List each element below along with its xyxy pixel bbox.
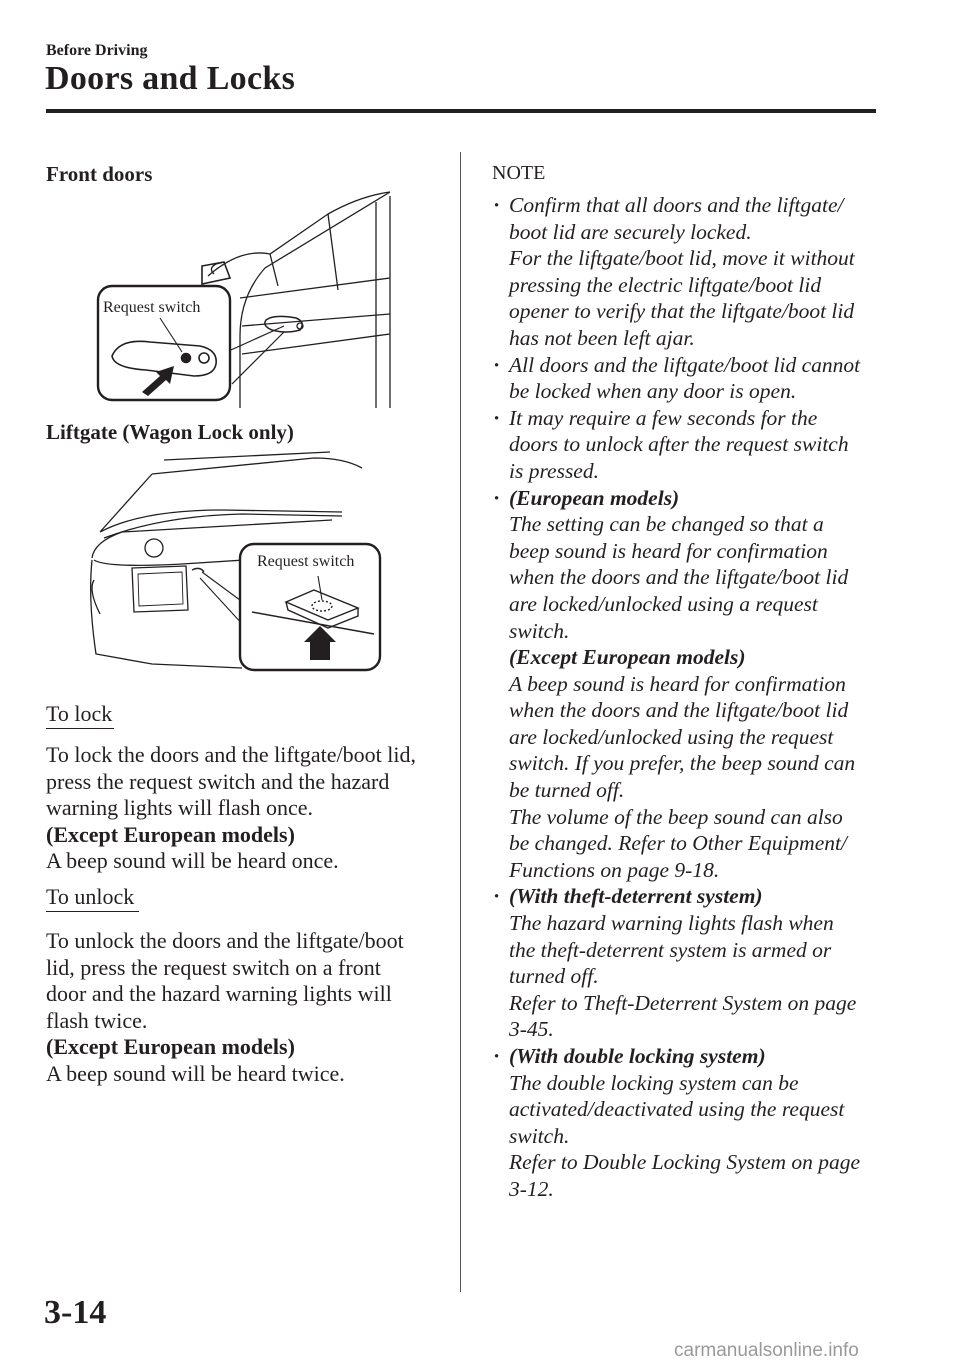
note-line: opener to verify that the liftgate/boot lid xyxy=(509,299,855,324)
liftgate-title: Liftgate (Wagon Lock only) xyxy=(46,420,294,444)
note-item xyxy=(492,883,892,1043)
text-line: warning lights will flash once. xyxy=(46,795,314,821)
liftgate-callout: Request switch xyxy=(257,553,355,570)
note-line: The hazard warning lights flash when xyxy=(509,911,834,936)
bullet-icon: · xyxy=(493,352,501,377)
bullet-icon: · xyxy=(493,1044,501,1068)
model-qualifier: (Except European models) xyxy=(46,821,295,847)
note-item xyxy=(492,192,892,352)
note-line: be locked when any door is open. xyxy=(509,379,797,404)
text-line: press the request switch and the hazard xyxy=(46,768,390,794)
note-line: It may require a few seconds for the xyxy=(509,405,818,430)
note-qualifier: (With theft-deterrent system) xyxy=(509,884,763,909)
header-rule xyxy=(46,109,876,113)
note-line: are locked/unlocked using the request xyxy=(509,724,834,749)
note-line: Refer to Theft-Deterrent System on page xyxy=(509,990,857,1015)
watermark: carmanualsonline.info xyxy=(674,1340,859,1361)
note-list xyxy=(492,192,892,1203)
text-line: door and the hazard warning lights will xyxy=(46,981,392,1007)
model-qualifier: (Except European models) xyxy=(46,1034,295,1060)
note-title: NOTE xyxy=(492,162,546,184)
note-item xyxy=(492,1043,892,1203)
note-item xyxy=(492,485,892,884)
note-line: switch. xyxy=(509,618,570,643)
note-line: turned off. xyxy=(509,964,599,989)
bullet-icon: · xyxy=(493,405,501,430)
note-line: are locked/unlocked using a request xyxy=(509,591,818,616)
section-label: Before Driving xyxy=(46,42,148,59)
note-line: be turned off. xyxy=(509,778,625,803)
to-lock-underline xyxy=(46,728,114,729)
text-line: A beep sound will be heard once. xyxy=(46,848,339,874)
bullet-icon: · xyxy=(493,193,501,217)
note-line: A beep sound is heard for confirmation xyxy=(509,671,846,696)
to-unlock-underline xyxy=(46,911,139,912)
note-line: The double locking system can be xyxy=(509,1070,799,1095)
to-unlock-paragraph xyxy=(46,928,446,1088)
to-lock-heading-text: To lock xyxy=(46,701,113,726)
liftgate-illustration xyxy=(82,450,392,676)
note-line: activated/deactivated using the request xyxy=(509,1097,845,1122)
note-line: Functions on page 9-18. xyxy=(509,857,720,882)
to-unlock-heading xyxy=(46,884,134,910)
note-line: the theft-deterrent system is armed or xyxy=(509,937,832,962)
bullet-icon: · xyxy=(493,884,501,909)
note-line: The setting can be changed so that a xyxy=(509,512,824,537)
note-line: beep sound is heard for confirmation xyxy=(509,538,828,563)
chapter-title: Doors and Locks xyxy=(45,60,296,97)
note-line: pressing the electric liftgate/boot lid xyxy=(509,272,822,297)
note-line: when the doors and the liftgate/boot lid xyxy=(509,565,849,590)
text-line: To unlock the doors and the liftgate/boot xyxy=(46,928,404,953)
text-line: lid, press the request switch on a front xyxy=(46,954,381,980)
note-line: The volume of the beep sound can also xyxy=(509,804,843,829)
front-doors-callout: Request switch xyxy=(103,299,201,316)
bullet-icon: · xyxy=(493,485,501,510)
note-line: Refer to Double Locking System on page xyxy=(509,1150,861,1175)
note-qualifier: (European models) xyxy=(509,485,680,510)
note-item xyxy=(492,352,892,405)
note-line: Confirm that all doors and the liftgate/ xyxy=(509,193,844,217)
note-line: is pressed. xyxy=(509,458,599,483)
note-item xyxy=(492,405,892,485)
column-divider xyxy=(460,152,461,1292)
text-line: To lock the doors and the liftgate/boot lid, xyxy=(46,742,416,767)
note-line: when the doors and the liftgate/boot lid xyxy=(509,698,849,723)
front-doors-title: Front doors xyxy=(46,162,153,186)
note-line: be changed. Refer to Other Equipment/ xyxy=(509,831,847,856)
note-line: boot lid are securely locked. xyxy=(509,219,752,244)
page-number: 3-14 xyxy=(44,1294,107,1331)
note-line: All doors and the liftgate/boot lid cannot xyxy=(509,352,861,377)
note-line: has not been left ajar. xyxy=(509,325,695,350)
front-door-illustration xyxy=(90,186,400,412)
note-line: doors to unlock after the request switch xyxy=(509,432,849,457)
text-line: flash twice. xyxy=(46,1007,148,1033)
note-line: 3-45. xyxy=(509,1017,554,1042)
note-line: switch. xyxy=(509,1123,570,1148)
to-lock-paragraph xyxy=(46,742,446,875)
to-unlock-heading-text: To unlock xyxy=(46,884,135,909)
note-line: For the liftgate/boot lid, move it without xyxy=(509,246,855,271)
text-line: A beep sound will be heard twice. xyxy=(46,1060,345,1086)
note-qualifier: (Except European models) xyxy=(509,645,746,670)
to-lock-heading xyxy=(46,701,112,727)
note-qualifier: (With double locking system) xyxy=(509,1044,766,1068)
note-line: 3-12. xyxy=(509,1176,554,1201)
note-line: switch. If you prefer, the beep sound can xyxy=(509,751,856,776)
